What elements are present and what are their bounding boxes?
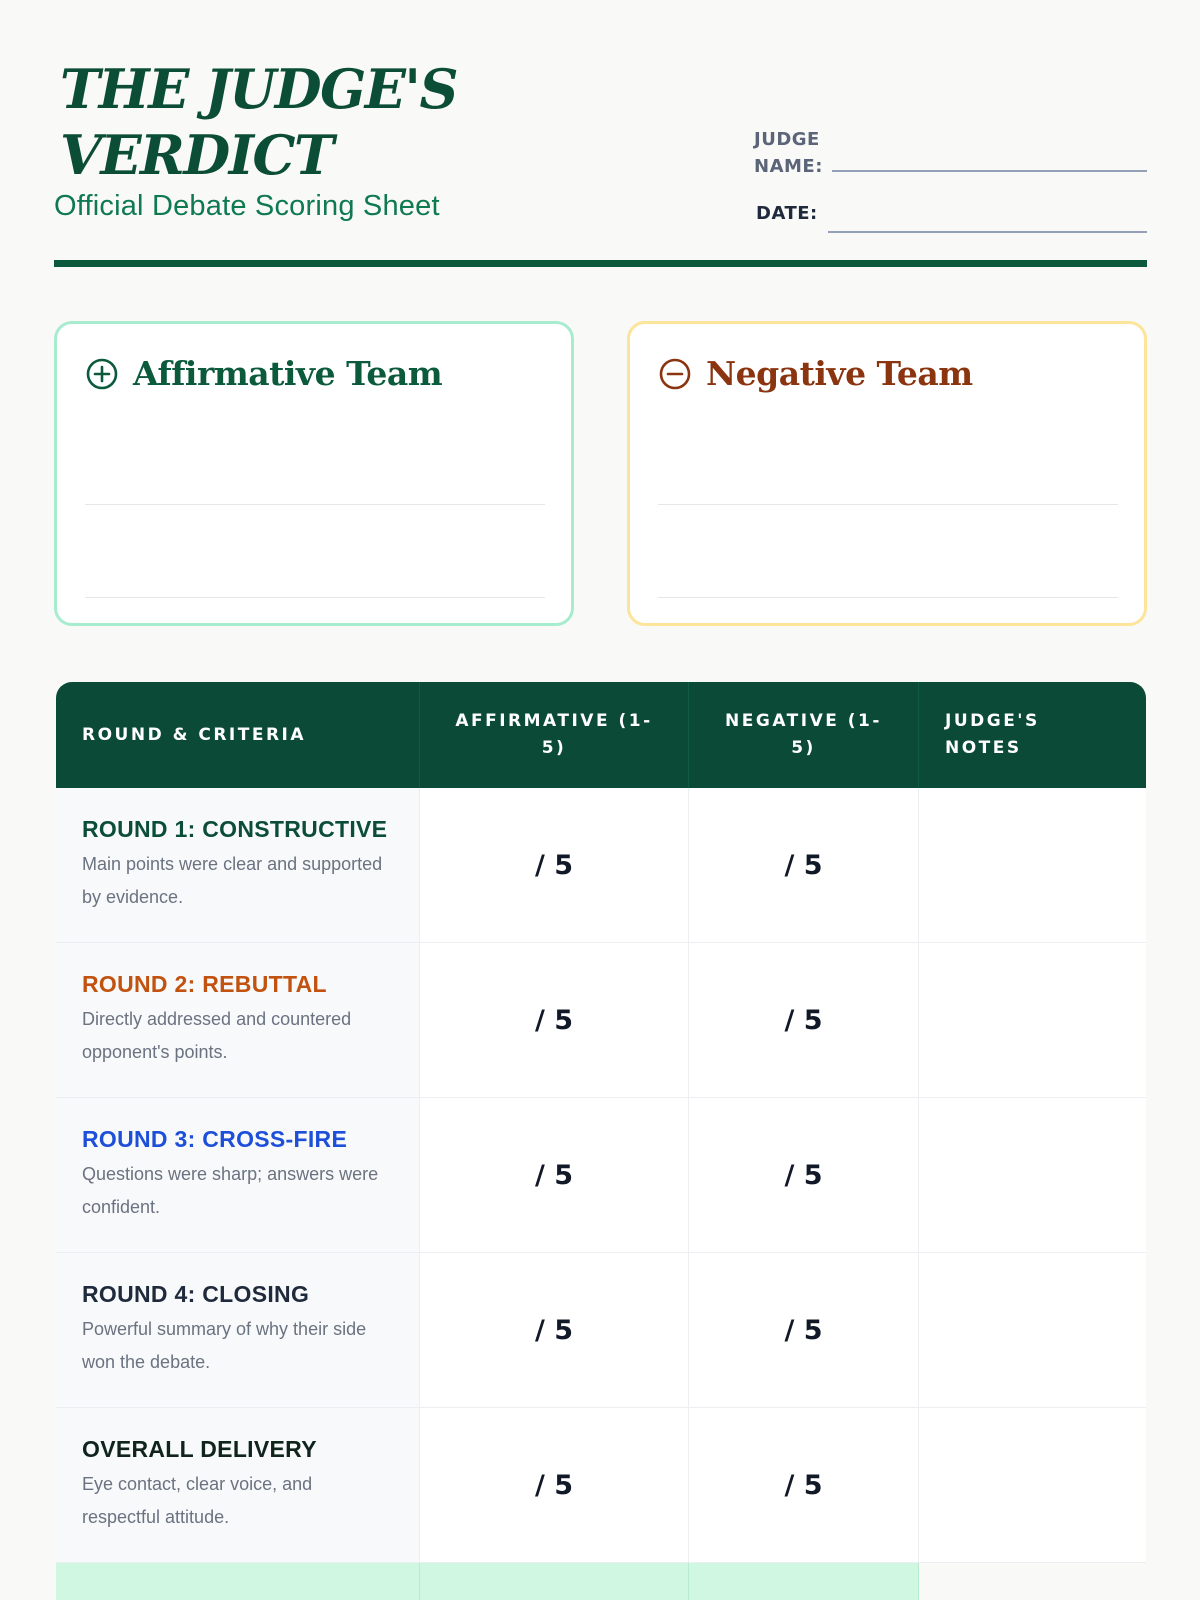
header-affirmative bbox=[420, 682, 689, 788]
page-title bbox=[60, 56, 580, 188]
total-row bbox=[56, 1563, 1146, 1600]
negative-score: / 5 bbox=[784, 1004, 823, 1036]
round-description: Eye contact, clear voice, and respectful attitude. bbox=[82, 1474, 313, 1527]
page-subtitle: Official Debate Scoring Sheet bbox=[54, 190, 440, 222]
negative-score: / 5 bbox=[784, 849, 823, 881]
negative-score-cell[interactable] bbox=[689, 1253, 919, 1407]
total-negative-cell[interactable] bbox=[689, 1563, 919, 1600]
round-title: ROUND 1: CONSTRUCTIVE bbox=[82, 816, 388, 842]
minus-circle-icon bbox=[658, 357, 692, 391]
judge-notes-cell[interactable] bbox=[919, 1098, 1146, 1252]
round-description: Main points were clear and supported by evidence. bbox=[82, 854, 383, 907]
negative-team-header bbox=[658, 354, 973, 393]
affirmative-score-cell[interactable] bbox=[420, 1098, 689, 1252]
negative-score-cell[interactable] bbox=[689, 788, 919, 942]
negative-score: / 5 bbox=[784, 1159, 823, 1191]
negative-score: / 5 bbox=[784, 1314, 823, 1346]
affirmative-score-cell[interactable] bbox=[420, 1253, 689, 1407]
judge-name-field[interactable] bbox=[832, 170, 1147, 172]
affirmative-score: / 5 bbox=[534, 849, 574, 881]
affirmative-team-title: Affirmative Team bbox=[133, 354, 443, 393]
table-row bbox=[56, 943, 1146, 1098]
affirmative-score: / 5 bbox=[534, 1469, 574, 1501]
negative-score: / 5 bbox=[784, 1469, 823, 1501]
judge-notes-cell[interactable] bbox=[919, 788, 1146, 942]
affirmative-score: / 5 bbox=[534, 1004, 574, 1036]
affirmative-member-line-2[interactable] bbox=[85, 597, 545, 598]
header-negative bbox=[689, 682, 919, 788]
total-affirmative-cell[interactable] bbox=[420, 1563, 689, 1600]
round-title: OVERALL DELIVERY bbox=[82, 1436, 317, 1462]
affirmative-score-cell[interactable] bbox=[420, 788, 689, 942]
round-description: Questions were sharp; answers were confident. bbox=[82, 1164, 379, 1217]
header-negative-line-2: 5) bbox=[791, 738, 816, 758]
criteria-cell bbox=[56, 788, 420, 942]
table-row bbox=[56, 788, 1146, 943]
affirmative-score-cell[interactable] bbox=[420, 1408, 689, 1562]
affirmative-score: / 5 bbox=[534, 1159, 574, 1191]
header-negative-line-1: NEGATIVE (1- bbox=[725, 711, 882, 731]
judge-notes-cell[interactable] bbox=[919, 1253, 1146, 1407]
table-header bbox=[56, 682, 1146, 788]
affirmative-team-header bbox=[85, 354, 442, 393]
header-notes-line-1: JUDGE'S bbox=[945, 711, 1040, 731]
judge-notes-cell[interactable] bbox=[919, 1408, 1146, 1562]
negative-member-line-2[interactable] bbox=[658, 597, 1118, 598]
criteria-cell bbox=[56, 1253, 420, 1407]
table-row bbox=[56, 1408, 1146, 1563]
criteria-cell bbox=[56, 1408, 420, 1562]
title-line-1: THE JUDGE'S bbox=[60, 57, 457, 121]
negative-score-cell[interactable] bbox=[689, 943, 919, 1097]
table-row bbox=[56, 1253, 1146, 1408]
round-description: Directly addressed and countered opponent's points. bbox=[82, 1009, 352, 1062]
negative-team-card bbox=[627, 321, 1147, 626]
total-notes-cell bbox=[919, 1563, 1146, 1600]
criteria-cell bbox=[56, 943, 420, 1097]
affirmative-member-line-1[interactable] bbox=[85, 504, 545, 505]
judge-notes-cell[interactable] bbox=[919, 943, 1146, 1097]
header-divider bbox=[54, 260, 1147, 267]
round-title: ROUND 2: REBUTTAL bbox=[82, 971, 327, 997]
round-description: Powerful summary of why their side won the debate. bbox=[82, 1319, 367, 1372]
negative-member-line-1[interactable] bbox=[658, 504, 1118, 505]
header-affirmative-line-2: 5) bbox=[541, 738, 567, 758]
round-title: ROUND 3: CROSS-FIRE bbox=[82, 1126, 348, 1152]
header-notes bbox=[919, 682, 1146, 788]
judge-name-label bbox=[754, 126, 844, 180]
total-label-cell bbox=[56, 1563, 420, 1600]
negative-team-title: Negative Team bbox=[706, 354, 973, 393]
header-affirmative-line-1: AFFIRMATIVE (1- bbox=[455, 711, 653, 731]
negative-score-cell[interactable] bbox=[689, 1098, 919, 1252]
round-title: ROUND 4: CLOSING bbox=[82, 1281, 310, 1307]
header-notes-line-2: NOTES bbox=[945, 738, 1022, 758]
title-line-2: VERDICT bbox=[60, 123, 333, 187]
affirmative-score: / 5 bbox=[534, 1314, 574, 1346]
date-label: DATE: bbox=[756, 203, 818, 224]
date-field[interactable] bbox=[828, 231, 1147, 233]
header-criteria: ROUND & CRITERIA bbox=[56, 682, 420, 788]
affirmative-team-card bbox=[54, 321, 574, 626]
affirmative-score-cell[interactable] bbox=[420, 943, 689, 1097]
criteria-cell bbox=[56, 1098, 420, 1252]
table-row bbox=[56, 1098, 1146, 1253]
plus-circle-icon bbox=[85, 357, 119, 391]
negative-score-cell[interactable] bbox=[689, 1408, 919, 1562]
score-table bbox=[56, 682, 1146, 1600]
judge-label-line-1: JUDGE bbox=[754, 129, 820, 150]
table-body bbox=[56, 788, 1146, 1563]
judge-label-line-2: NAME: bbox=[754, 156, 823, 177]
